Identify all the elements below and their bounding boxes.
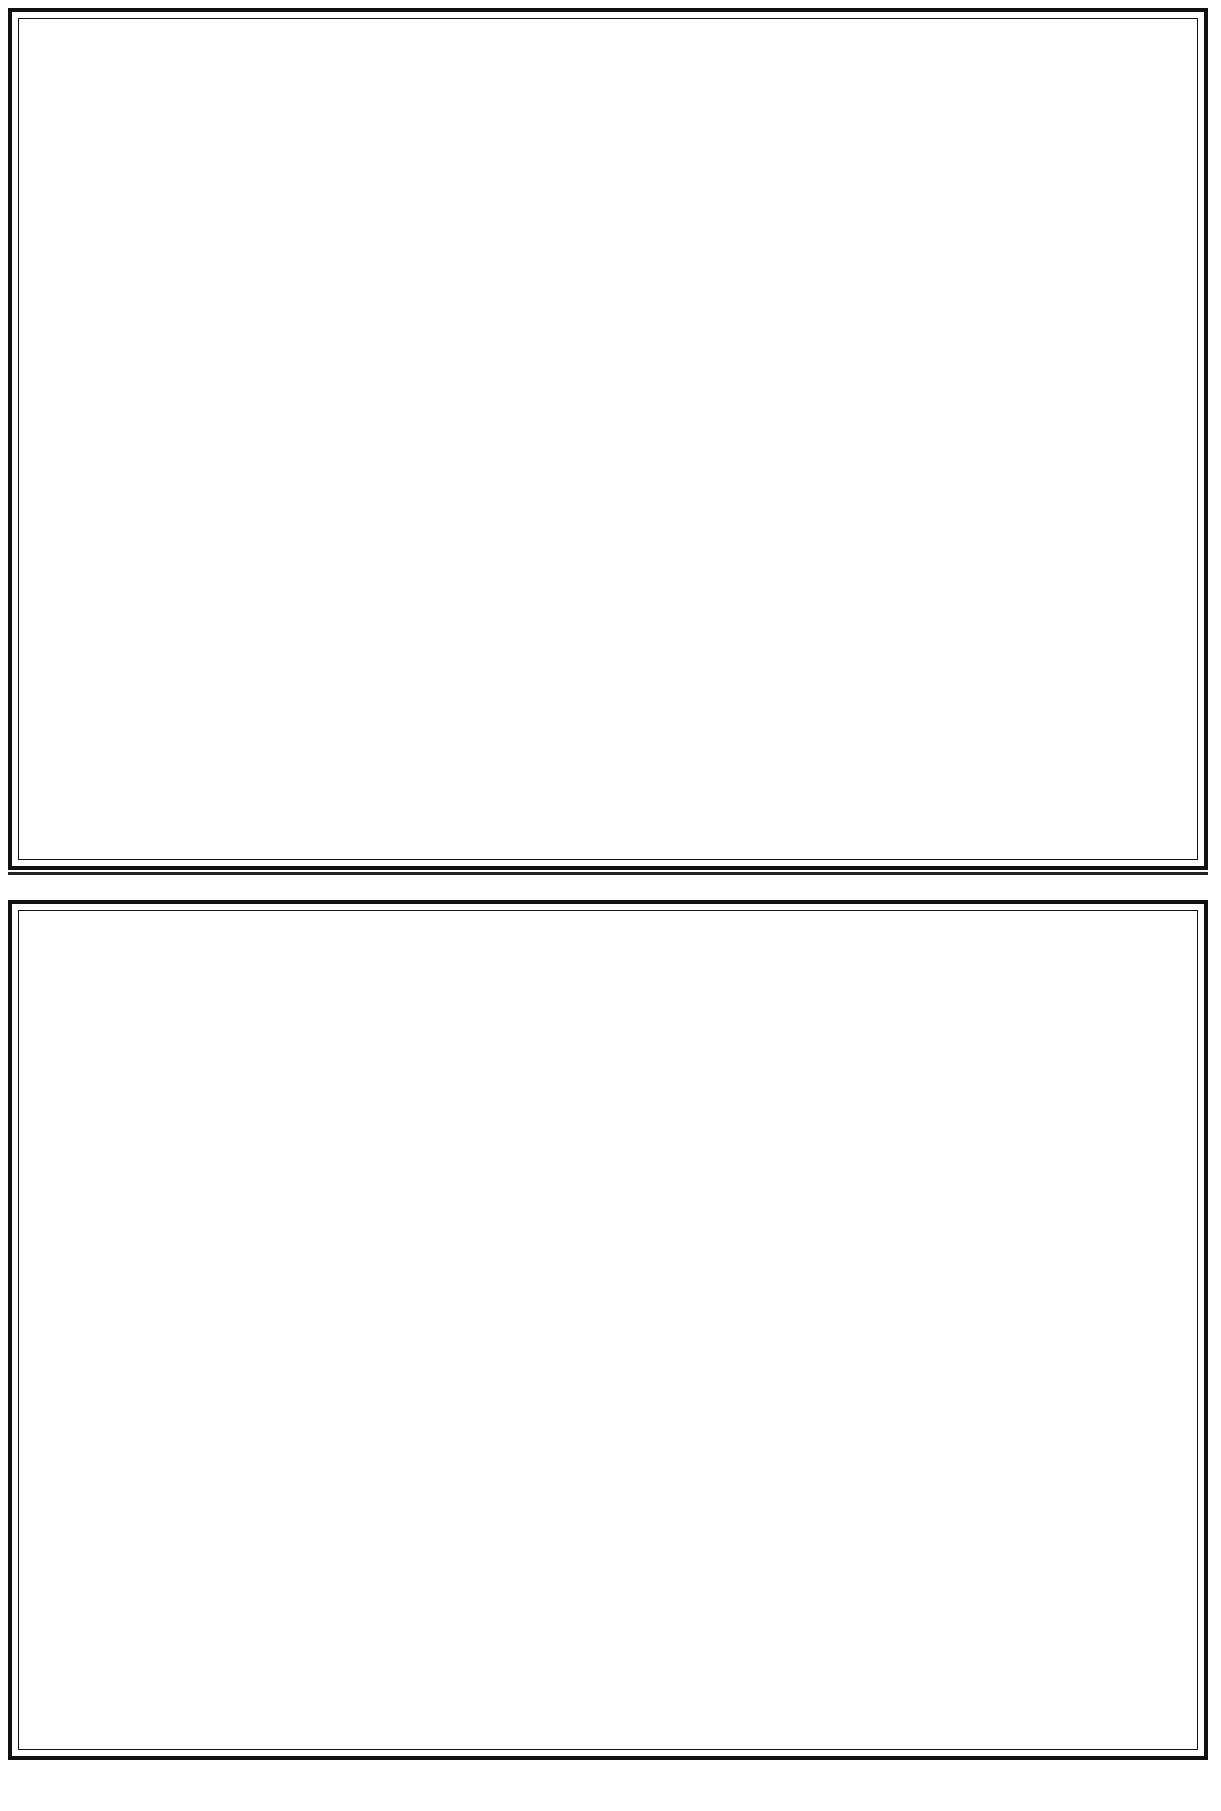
bottom-page-columns xyxy=(18,910,1198,1750)
top-page-columns xyxy=(18,18,1198,860)
bottom-page xyxy=(8,900,1208,1760)
top-page xyxy=(8,8,1208,870)
page-divider xyxy=(8,872,1208,875)
